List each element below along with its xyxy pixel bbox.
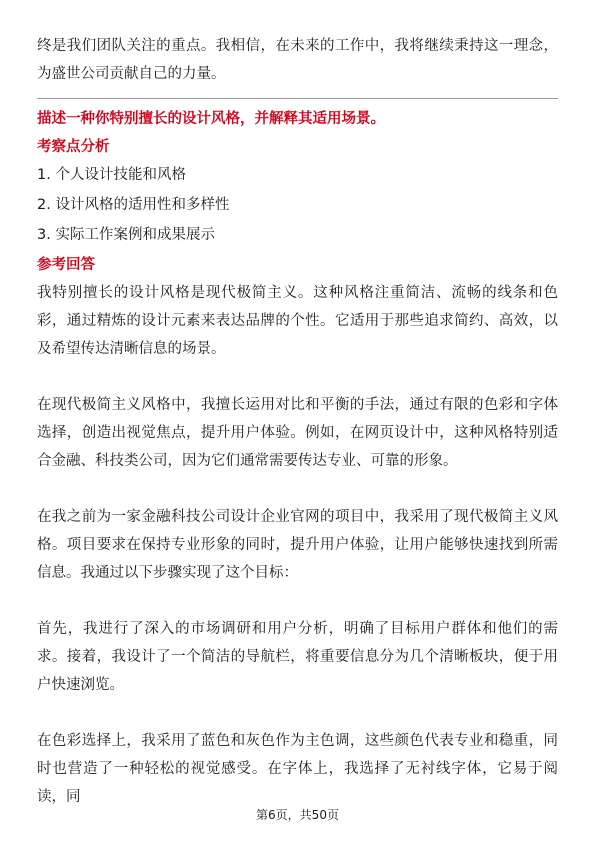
answer-heading: 参考回答 (37, 257, 95, 273)
document-page (37, 32, 558, 811)
analysis-heading: 考察点分析 (37, 139, 110, 155)
page-footer: 第6页，共50页 (256, 808, 339, 822)
answer-paragraph: 在现代极简主义风格中，我擅长运用对比和平衡的手法，通过有限的色彩和字体选择，创造出视觉焦点，提升用户体验。例如，在网页设计中，这种风格特别适合金融、科技类公司，因为它们通常需要传达专业、可靠的形象。 (37, 397, 558, 469)
answer-paragraph: 在色彩选择上，我采用了蓝色和灰色作为主色调，这些颜色代表专业和稳重，同时也营造了一种轻松的视觉感受。在字体上，我选择了无衬线字体，它易于阅读，同 (37, 733, 558, 805)
answer-paragraph: 在我之前为一家金融科技公司设计企业官网的项目中，我采用了现代极简主义风格。项目要求在保持专业形象的同时，提升用户体验，让用户能够快速找到所需信息。我通过以下步骤实现了这个目标： (37, 509, 558, 581)
list-item: 1. 个人设计技能和风格 (37, 167, 186, 183)
paragraph-spacer (37, 475, 558, 503)
answer-paragraph: 我特别擅长的设计风格是现代极简主义。这种风格注重简洁、流畅的线条和色彩，通过精炼的设计元素来表达品牌的个性。它适用于那些追求简约、高效，以及希望传达清晰信息的场景。 (37, 285, 558, 357)
paragraph-spacer (37, 587, 558, 615)
paragraph-spacer (37, 363, 558, 391)
question-title: 描述一种你特别擅长的设计风格，并解释其适用场景。 (37, 111, 385, 127)
intro-paragraph: 终是我们团队关注的重点。我相信，在未来的工作中，我将继续秉持这一理念，为盛世公司贡献自己的力量。 (37, 38, 558, 82)
paragraph-spacer (37, 699, 558, 727)
answer-paragraph: 首先，我进行了深入的市场调研和用户分析，明确了目标用户群体和他们的需求。接着，我设计了一个简洁的导航栏，将重要信息分为几个清晰板块，便于用户快速浏览。 (37, 621, 558, 693)
analysis-list (37, 161, 558, 249)
section-divider (37, 98, 558, 99)
list-item: 3. 实际工作案例和成果展示 (37, 227, 215, 243)
list-item: 2. 设计风格的适用性和多样性 (37, 197, 230, 213)
